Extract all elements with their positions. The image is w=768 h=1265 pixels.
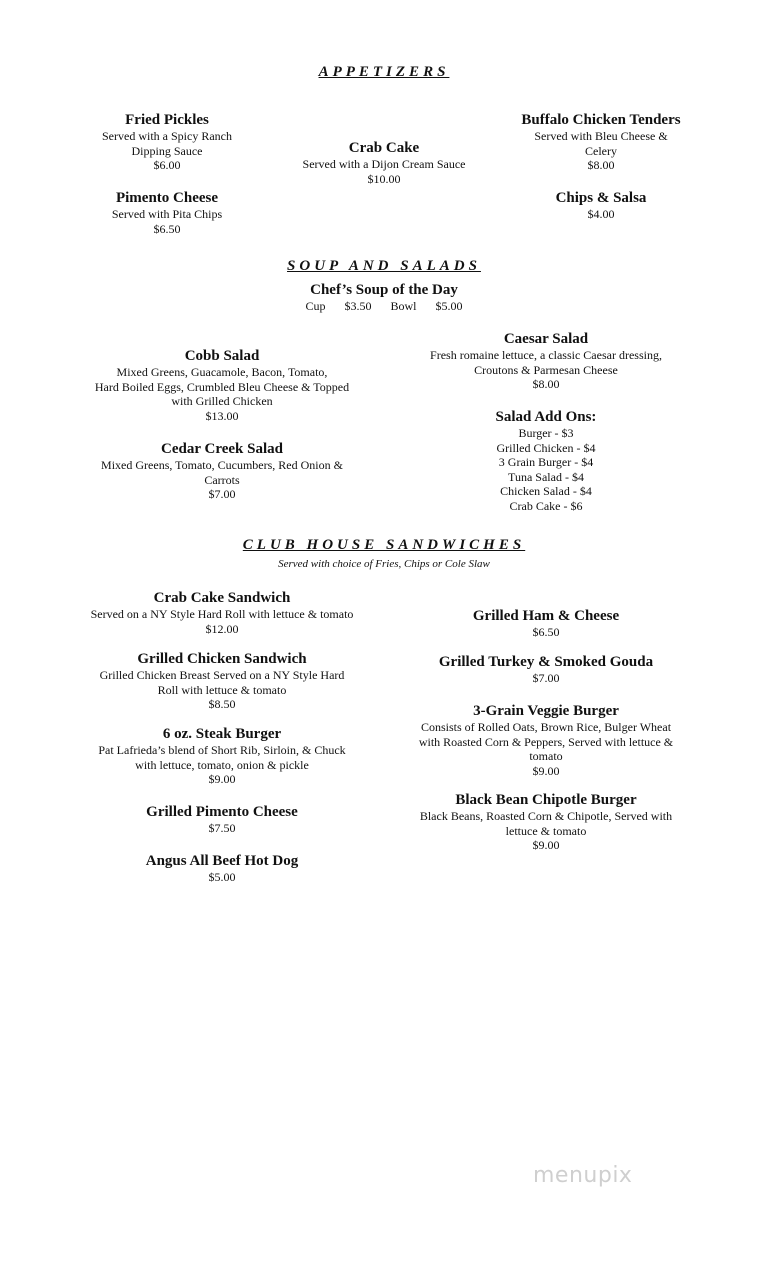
item-desc: Celery — [585, 143, 617, 158]
item-desc: Served on a NY Style Hard Roll with lettuce & tomato — [90, 607, 354, 621]
addon-item: Burger - $3 — [518, 426, 574, 440]
item-desc: Grilled Chicken Breast Served on a NY Style Hard — [99, 668, 345, 682]
item-price: $12.00 — [205, 621, 239, 636]
item-desc: Dipping Sauce — [131, 143, 203, 158]
item-name: Cedar Creek Salad — [161, 441, 283, 457]
menu-item-crab-cake-sandwich — [72, 590, 372, 636]
sandwiches-heading: CLUB HOUSE SANDWICHES — [242, 537, 526, 553]
item-price: $10.00 — [367, 171, 401, 186]
bowl-price: $5.00 — [435, 299, 463, 313]
menu-item-steak-burger — [72, 726, 372, 787]
item-price: $9.00 — [532, 763, 560, 778]
item-desc: lettuce & tomato — [505, 823, 587, 838]
addon-item: Grilled Chicken - $4 — [496, 440, 596, 455]
item-price: $8.50 — [208, 697, 236, 711]
menu-item-pimento-cheese — [67, 190, 267, 236]
item-desc: Served with Bleu Cheese & — [534, 129, 668, 143]
item-name: Grilled Turkey & Smoked Gouda — [438, 654, 654, 670]
item-desc: Mixed Greens, Guacamole, Bacon, Tomato, — [116, 365, 328, 379]
item-price: $9.00 — [532, 838, 560, 852]
menu-item-buffalo-tenders — [491, 112, 711, 173]
item-desc: Pat Lafrieda’s blend of Short Rib, Sirloin, & Chuck — [98, 743, 346, 757]
item-name: 6 oz. Steak Burger — [162, 726, 282, 742]
item-name: Grilled Ham & Cheese — [472, 608, 620, 624]
item-name: Chef’s Soup of the Day — [310, 282, 458, 298]
menu-item-grilled-chicken-sandwich — [72, 651, 372, 712]
item-name: Crab Cake — [348, 140, 420, 156]
item-name: Buffalo Chicken Tenders — [521, 112, 681, 128]
menu-item-crab-cake — [270, 140, 498, 186]
item-desc: Served with a Dijon Cream Sauce — [302, 157, 466, 171]
item-desc: with Roasted Corn & Peppers, Served with lettuce & — [418, 734, 674, 749]
item-name: Fried Pickles — [125, 112, 209, 128]
appetizers-heading: APPETIZERS — [318, 64, 450, 80]
item-name: Angus All Beef Hot Dog — [145, 853, 299, 869]
item-price: $13.00 — [205, 408, 239, 423]
item-price: $6.50 — [532, 625, 560, 639]
addon-item: Tuna Salad - $4 — [508, 469, 584, 484]
item-name: Chips & Salsa — [555, 190, 647, 206]
menu-item-caesar-salad — [396, 331, 696, 392]
menu-item-hot-dog — [72, 853, 372, 885]
item-desc: Hard Boiled Eggs, Crumbled Bleu Cheese & Topped — [94, 379, 350, 394]
item-name: Grilled Chicken Sandwich — [137, 651, 307, 667]
menu-item-veggie-burger — [396, 703, 696, 778]
item-desc: Served with Pita Chips — [111, 207, 223, 221]
item-desc: with Grilled Chicken — [171, 394, 273, 408]
item-price: $7.00 — [532, 671, 560, 685]
item-desc: Served with a Spicy Ranch — [102, 129, 232, 143]
addon-item: Crab Cake - $6 — [509, 498, 583, 513]
salad-add-ons — [446, 409, 646, 513]
item-desc: Carrots — [204, 472, 240, 487]
item-price: $9.00 — [208, 772, 236, 786]
bowl-label: Bowl — [390, 299, 417, 313]
menu-item-turkey-gouda — [396, 654, 696, 686]
item-desc: with lettuce, tomato, onion & pickle — [135, 757, 309, 772]
menu-item-cobb-salad — [72, 348, 372, 423]
addon-item: Chicken Salad - $4 — [500, 484, 592, 498]
item-price: $6.00 — [153, 158, 181, 172]
item-desc: tomato — [529, 749, 563, 763]
item-desc: Black Beans, Roasted Corn & Chipotle, Served with — [419, 809, 673, 823]
item-name: Pimento Cheese — [115, 190, 219, 206]
cup-label: Cup — [305, 299, 326, 313]
menu-item-grilled-pimento-cheese — [72, 804, 372, 836]
item-name: Crab Cake Sandwich — [153, 590, 291, 606]
item-desc: Mixed Greens, Tomato, Cucumbers, Red Onion & — [101, 458, 343, 472]
soup-prices — [234, 299, 534, 314]
watermark-logo: menupix — [533, 1163, 633, 1188]
cup-price: $3.50 — [344, 299, 372, 313]
item-price: $8.00 — [532, 377, 560, 391]
item-price: $5.00 — [208, 870, 236, 884]
item-price: $4.00 — [587, 207, 615, 221]
item-name: Black Bean Chipotle Burger — [455, 792, 637, 808]
item-name: Caesar Salad — [503, 331, 589, 347]
item-desc: Croutons & Parmesan Cheese — [474, 362, 618, 377]
item-desc: Consists of Rolled Oats, Brown Rice, Bulger Wheat — [420, 720, 672, 734]
addon-item: 3 Grain Burger - $4 — [498, 455, 594, 469]
menu-item-cedar-creek-salad — [72, 441, 372, 502]
menu-item-fried-pickles — [67, 112, 267, 173]
sandwiches-subtitle: Served with choice of Fries, Chips or Cole Slaw — [278, 558, 490, 570]
item-name: 3-Grain Veggie Burger — [473, 703, 619, 719]
item-price: $7.00 — [208, 487, 236, 501]
menu-item-black-bean-burger — [396, 792, 696, 853]
item-desc: Roll with lettuce & tomato — [157, 682, 287, 697]
item-price: $7.50 — [208, 821, 236, 835]
menu-item-chips-salsa — [491, 190, 711, 222]
item-name: Salad Add Ons: — [495, 409, 597, 425]
soup-salads-heading: SOUP AND SALADS — [287, 258, 481, 274]
menu-item-soup-of-day — [234, 282, 534, 314]
item-name: Grilled Pimento Cheese — [146, 804, 298, 820]
item-desc: Fresh romaine lettuce, a classic Caesar dressing, — [430, 348, 662, 362]
menu-item-ham-cheese — [396, 608, 696, 640]
item-name: Cobb Salad — [184, 348, 260, 364]
item-price: $8.00 — [587, 158, 615, 172]
item-price: $6.50 — [153, 221, 181, 236]
